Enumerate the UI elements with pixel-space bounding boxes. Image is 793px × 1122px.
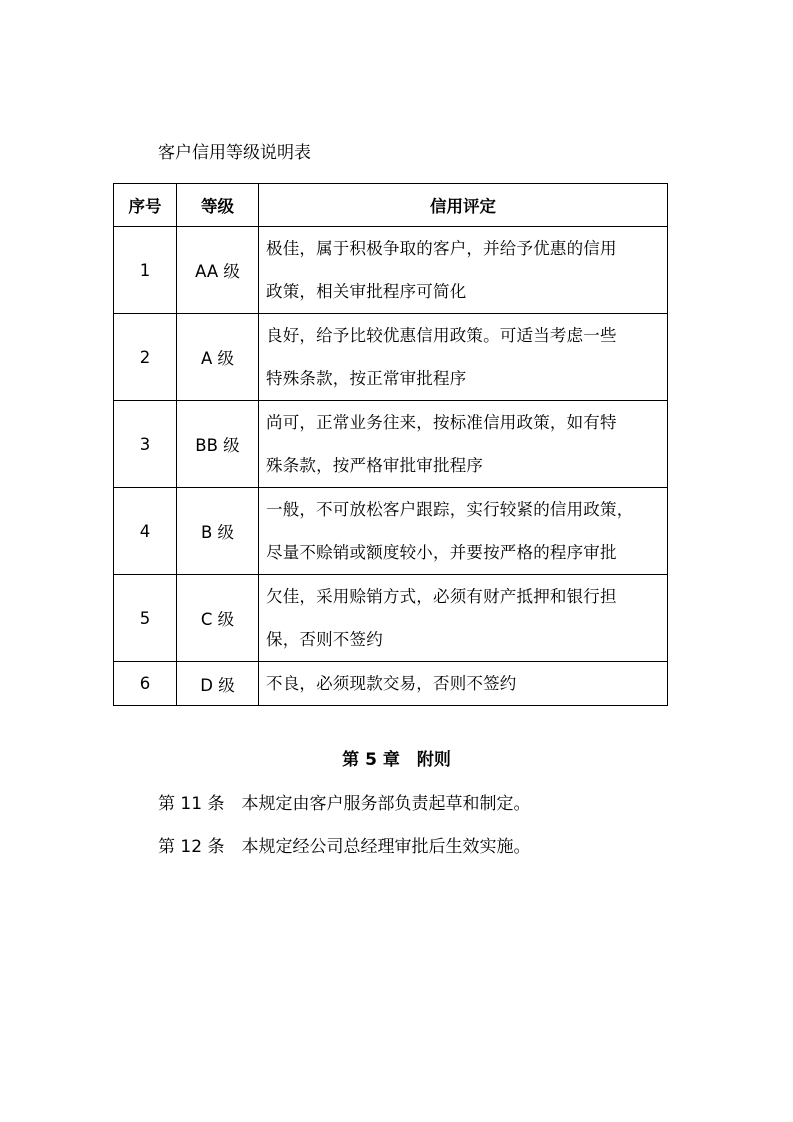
evaluation-line: 一般，不可放松客户跟踪，实行较紧的信用政策，: [266, 500, 634, 519]
evaluation-line: 政策，相关审批程序可简化: [266, 282, 467, 301]
row-number: 3: [114, 401, 177, 488]
row-number: 2: [114, 314, 177, 401]
header-number: 序号: [114, 184, 177, 227]
row-grade: AA 级: [177, 227, 259, 314]
table-row: [114, 488, 668, 575]
evaluation-line: 欠佳，采用赊销方式，必须有财产抵押和银行担: [266, 587, 617, 606]
row-grade: A 级: [177, 314, 259, 401]
table-header-row: [114, 184, 668, 227]
table-row: [114, 314, 668, 401]
row-evaluation: [259, 488, 668, 575]
article-11: 第 11 条 本规定由客户服务部负责起草和制定。: [158, 794, 531, 814]
row-evaluation: [259, 227, 668, 314]
table-row: [114, 401, 668, 488]
header-grade: 等级: [177, 184, 259, 227]
row-grade: C 级: [177, 575, 259, 662]
table-row: [114, 662, 668, 706]
credit-rating-table: [113, 183, 668, 706]
table-row: [114, 575, 668, 662]
chapter-heading: 第 5 章 附则: [342, 750, 451, 770]
row-number: 4: [114, 488, 177, 575]
table-caption: 客户信用等级说明表: [158, 143, 311, 163]
row-evaluation: [259, 314, 668, 401]
table-row: [114, 227, 668, 314]
evaluation-line: 良好，给予比较优惠信用政策。可适当考虑一些: [266, 326, 617, 345]
evaluation-line: 殊条款，按严格审批审批程序: [266, 456, 484, 475]
header-evaluation: 信用评定: [259, 184, 668, 227]
row-number: 6: [114, 662, 177, 706]
row-evaluation: [259, 662, 668, 706]
row-evaluation: [259, 575, 668, 662]
evaluation-line: 极佳，属于积极争取的客户，并给予优惠的信用: [266, 239, 617, 258]
evaluation-line: 特殊条款，按正常审批程序: [266, 369, 467, 388]
article-12: 第 12 条 本规定经公司总经理审批后生效实施。: [158, 837, 531, 857]
row-number: 1: [114, 227, 177, 314]
row-evaluation: [259, 401, 668, 488]
evaluation-line: 不良，必须现款交易，否则不签约: [266, 674, 517, 693]
row-grade: D 级: [177, 662, 259, 706]
evaluation-line: 保，否则不签约: [266, 630, 383, 649]
row-number: 5: [114, 575, 177, 662]
evaluation-line: 尚可，正常业务往来，按标准信用政策，如有特: [266, 413, 617, 432]
evaluation-line: 尽量不赊销或额度较小，并要按严格的程序审批: [266, 543, 617, 562]
row-grade: B 级: [177, 488, 259, 575]
row-grade: BB 级: [177, 401, 259, 488]
